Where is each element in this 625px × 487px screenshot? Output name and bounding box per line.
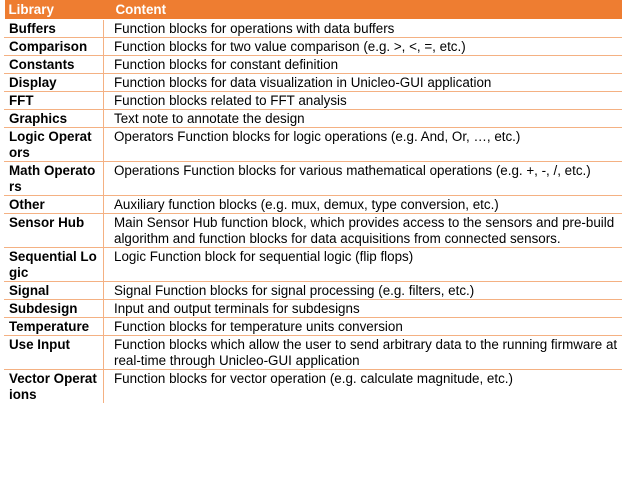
library-cell: Display xyxy=(5,74,104,92)
table-row xyxy=(5,128,622,162)
library-cell: Buffers xyxy=(5,20,104,38)
content-cell: Signal Function blocks for signal processing (e.g. filters, etc.) xyxy=(104,282,622,300)
table-row xyxy=(5,248,622,282)
library-cell: Math Operators xyxy=(5,162,104,196)
library-cell: Temperature xyxy=(5,318,104,336)
library-cell: Constants xyxy=(5,56,104,74)
table-row xyxy=(5,370,622,404)
table-row xyxy=(5,318,622,336)
table-row xyxy=(5,110,622,128)
content-cell: Function blocks which allow the user to send arbitrary data to the running firmware at real-time through Unicleo-GUI application xyxy=(104,336,622,370)
content-cell: Text note to annotate the design xyxy=(104,110,622,128)
content-cell: Function blocks for data visualization in Unicleo-GUI application xyxy=(104,74,622,92)
table-row xyxy=(5,214,622,248)
table-row xyxy=(5,336,622,370)
library-table xyxy=(4,0,622,403)
table-header-row xyxy=(5,0,622,20)
library-cell: FFT xyxy=(5,92,104,110)
library-cell: Graphics xyxy=(5,110,104,128)
header-content: Content xyxy=(104,0,622,20)
table-row xyxy=(5,282,622,300)
content-cell: Operations Function blocks for various mathematical operations (e.g. +, -, /, etc.) xyxy=(104,162,622,196)
library-cell: Subdesign xyxy=(5,300,104,318)
table-row xyxy=(5,92,622,110)
library-cell: Signal xyxy=(5,282,104,300)
library-cell: Sensor Hub xyxy=(5,214,104,248)
content-cell: Function blocks for temperature units conversion xyxy=(104,318,622,336)
table-row xyxy=(5,74,622,92)
content-cell: Input and output terminals for subdesigns xyxy=(104,300,622,318)
content-cell: Auxiliary function blocks (e.g. mux, demux, type conversion, etc.) xyxy=(104,196,622,214)
content-cell: Function blocks for constant definition xyxy=(104,56,622,74)
table-row xyxy=(5,56,622,74)
library-cell: Sequential Logic xyxy=(5,248,104,282)
content-cell: Function blocks for vector operation (e.g. calculate magnitude, etc.) xyxy=(114,371,513,386)
content-cell: Function blocks for operations with data buffers xyxy=(104,20,622,38)
content-cell: Main Sensor Hub function block, which provides access to the sensors and pre-build algorithm and function blocks for data acquisitions from connected sensors. xyxy=(104,214,622,248)
library-cell: Comparison xyxy=(5,38,104,56)
header-library: Library xyxy=(5,0,104,20)
table-row xyxy=(5,20,622,38)
table-row xyxy=(5,196,622,214)
content-cell: Logic Function block for sequential logic (flip flops) xyxy=(104,248,622,282)
library-cell: Logic Operators xyxy=(5,128,104,162)
content-cell: Operators Function blocks for logic operations (e.g. And, Or, …, etc.) xyxy=(104,128,622,162)
content-cell: Function blocks for two value comparison (e.g. >, <, =, etc.) xyxy=(104,38,622,56)
table-row xyxy=(5,38,622,56)
library-cell: Other xyxy=(5,196,104,214)
content-cell: Function blocks related to FFT analysis xyxy=(104,92,622,110)
library-cell: Vector Operations xyxy=(5,370,104,404)
table-row xyxy=(5,300,622,318)
table-row xyxy=(5,162,622,196)
library-cell: Use Input xyxy=(5,336,104,370)
